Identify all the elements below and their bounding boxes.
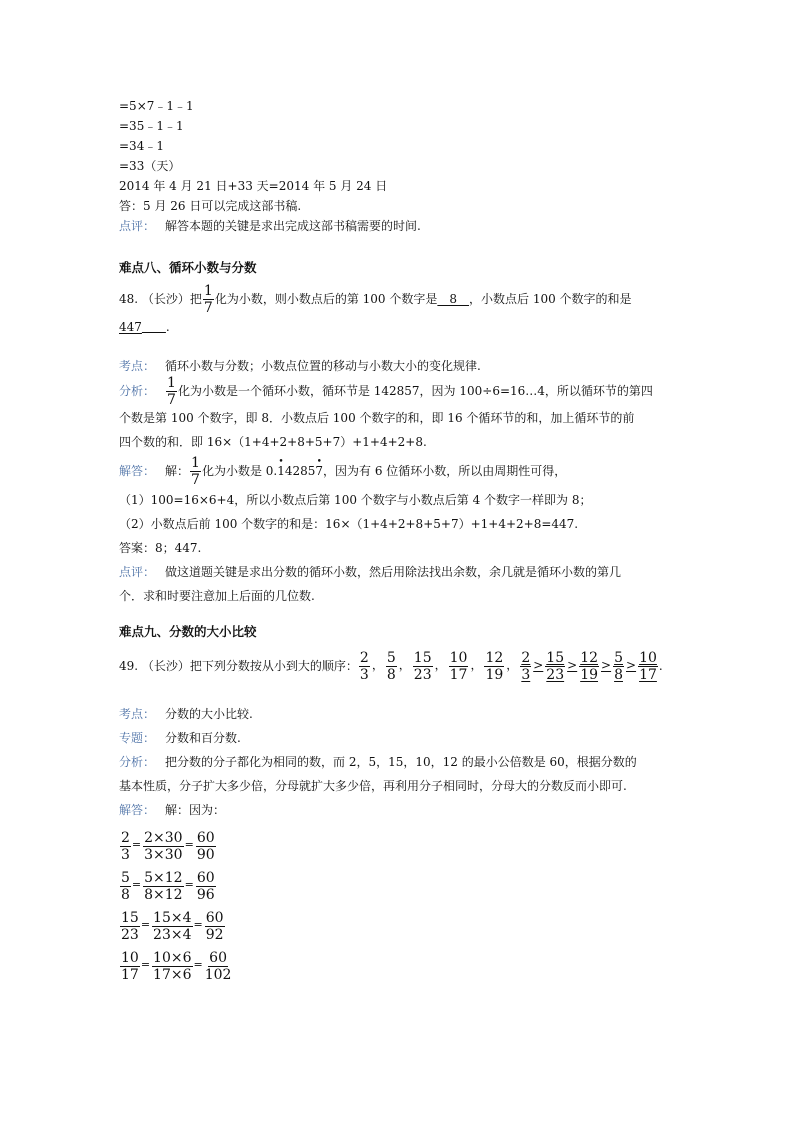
- equals-sign: =: [184, 837, 194, 851]
- question-text: 化为小数，则小数点后的第 100 个数字是: [214, 292, 438, 306]
- kaodian-label: 考点：: [119, 707, 156, 721]
- equals-sign: =: [184, 877, 194, 891]
- equals-sign: =: [140, 917, 151, 931]
- calc-line: =34﹣1: [119, 139, 164, 153]
- step-line: （1）100=16×6+4，所以小数点后第 100 个数字与小数点后第 4 个数字一样即为 8；: [119, 493, 592, 507]
- fenxi-label: 分析：: [119, 755, 156, 769]
- answer-blank-1: 8: [437, 292, 470, 306]
- jieda-line: [119, 798, 679, 822]
- fraction-list: [358, 647, 519, 687]
- fenxi-line: 四个数的和．即 16×（1+4+2+8+5+7）+1+4+2+8.: [119, 435, 427, 449]
- question-48: [119, 284, 679, 314]
- kaodian-line: [119, 356, 679, 376]
- comma: ，: [506, 657, 519, 672]
- fraction: $\frac{2}{3}$: [121, 829, 130, 863]
- fraction: $\frac{5}{8}$: [121, 869, 130, 903]
- comma: ，: [434, 657, 447, 672]
- fraction: $\frac{10}{17}$: [121, 949, 139, 983]
- calc-line: 2014 年 4 月 21 日+33 天=2014 年 5 月 24 日: [119, 179, 388, 193]
- greater-than-sign: >: [533, 657, 544, 672]
- remark-label: 点评：: [119, 565, 156, 579]
- fraction: $\frac{15}{23}$: [413, 650, 432, 683]
- document-page: [119, 96, 679, 986]
- kaodian-text: 循环小数与分数；小数点位置的移动与小数大小的变化规律.: [165, 359, 481, 373]
- equation-row: [119, 906, 679, 946]
- greater-than-sign: >: [567, 657, 578, 672]
- fraction: $\frac{15\times 4}{23\times 4}$: [153, 909, 192, 943]
- fraction: $\frac{2}{3}$: [359, 650, 369, 683]
- remark-label: 点评：: [119, 219, 156, 233]
- equals-sign: =: [193, 957, 203, 971]
- comma: ，: [398, 657, 411, 672]
- fenxi-line: 基本性质，分子扩大多少倍，分母就扩大多少倍，再利用分子相同时，分母大的分数反而小即可.: [119, 779, 627, 793]
- fenxi-text: 把分数的分子都化为相同的数，而 2，5，15，10，12 的最小公倍数是 60，根据分数的: [165, 755, 637, 769]
- question-48-cont: 447 .: [119, 320, 170, 334]
- step-line: （2）小数点后前 100 个数字的和是：16×（1+4+2+8+5+7）+1+4+2+8=447.: [119, 517, 579, 531]
- fraction: $\frac{10}{17}$: [639, 650, 657, 683]
- fraction: $\frac{15}{23}$: [121, 909, 139, 943]
- fraction: $\frac{60}{102}$: [204, 949, 232, 983]
- equation-list: [119, 826, 679, 986]
- fraction: $\frac{15}{23}$: [546, 650, 565, 683]
- fraction: $\frac{60}{96}$: [196, 869, 215, 903]
- jieda-text: 解：: [165, 464, 190, 478]
- jieda-text: ，因为有 6 位循环小数，所以由周期性可得，: [323, 464, 567, 478]
- fraction: $\frac{1}{7}$: [191, 455, 200, 488]
- answer-blank-2: 447: [119, 320, 142, 334]
- answer-line: 答：5 月 26 日可以完成这部书稿.: [119, 199, 302, 213]
- fraction: $\frac{10\times 6}{17\times 6}$: [153, 949, 192, 983]
- fenxi-label: 分析：: [119, 384, 156, 398]
- question-prefix: 48. （长沙）把: [119, 292, 202, 306]
- kaodian-line: [119, 702, 679, 726]
- comma: ，: [470, 657, 483, 672]
- repeating-digit-start: • 1: [277, 454, 285, 488]
- equation-row: [119, 946, 679, 986]
- equals-sign: =: [140, 957, 151, 971]
- remark-line: 个．求和时要注意加上后面的几位数.: [119, 589, 315, 603]
- jieda-label: 解答：: [119, 464, 156, 478]
- calc-line: =33（天）: [119, 159, 181, 173]
- remark-text: 做这道题关键是求出分数的循环小数，然后用除法找出余数，余几就是循环小数的第几: [165, 565, 622, 579]
- greater-than-sign: >: [601, 657, 612, 672]
- jieda-line: [119, 454, 679, 488]
- calc-line: =35﹣1﹣1: [119, 119, 184, 133]
- question-49: 49. （长沙）把下列分数按从小到大的顺序： $\frac{2}{3}$ ， $\frac{5}{8}$ ， $\frac{15}{23}$ ， $\frac{10}{17}$ ， $\frac{12}{19}$ ， $\frac{2}{3}$ > $\frac{15}{23}$ > $\frac{12}{19}$ > $\frac{5}{8}$ > $\frac{10}{17}$ .: [119, 646, 679, 686]
- section-heading-8: 难点八、循环小数与分数: [119, 260, 257, 275]
- question-prefix: 49. （长沙）把下列分数按从小到大的顺序：: [119, 659, 358, 673]
- fraction: $\frac{12}{19}$: [485, 650, 504, 683]
- repeating-digit-end: • 7: [315, 454, 323, 488]
- fraction: $\frac{2\times 30}{3\times 30}$: [144, 829, 183, 863]
- zhuanti-line: [119, 726, 679, 750]
- kaodian-label: 考点：: [119, 359, 156, 373]
- jieda-label: 解答：: [119, 803, 156, 817]
- fraction: $\frac{5}{8}$: [614, 650, 623, 683]
- comma: ，: [371, 657, 384, 672]
- fraction: $\frac{12}{19}$: [580, 650, 599, 683]
- answer-line: 答案：8；447.: [119, 541, 202, 555]
- equals-sign: =: [131, 837, 142, 851]
- repeating-digits: 4285: [284, 464, 316, 478]
- zhuanti-label: 专题：: [119, 731, 156, 745]
- equals-sign: =: [131, 877, 142, 891]
- fraction: $\frac{5\times 12}{8\times 12}$: [144, 869, 183, 903]
- fenxi-line: [119, 376, 679, 406]
- calc-line: =5×7﹣1﹣1: [119, 99, 194, 113]
- equals-sign: =: [193, 917, 203, 931]
- decimal-prefix: 化为小数是 0.: [201, 464, 278, 478]
- equation-row: [119, 866, 679, 906]
- fraction: $\frac{60}{90}$: [196, 829, 215, 863]
- jieda-text: 解：因为：: [165, 803, 226, 817]
- answer-order: [519, 647, 659, 687]
- remark-line: [119, 560, 679, 584]
- kaodian-text: 分数的大小比较.: [165, 707, 253, 721]
- fraction: $\frac{10}{17}$: [449, 650, 468, 683]
- zhuanti-text: 分数和百分数.: [165, 731, 241, 745]
- fraction: $\frac{5}{8}$: [386, 650, 396, 683]
- equation-row: [119, 826, 679, 866]
- fraction: $\frac{1}{7}$: [167, 375, 176, 408]
- question-text: ，小数点后 100 个数字的和是: [469, 292, 632, 306]
- fraction: $\frac{1}{7}$: [203, 283, 213, 316]
- fenxi-line: 个数是第 100 个数字，即 8．小数点后 100 个数字的和，即 16 个循环节的和，加上循环节的前: [119, 411, 635, 425]
- fraction: $\frac{60}{92}$: [205, 909, 224, 943]
- fenxi-text: 化为小数是一个循环小数，循环节是 142857，因为 100÷6=16…4，所以循环节的第四: [177, 384, 653, 398]
- fenxi-line: [119, 750, 679, 774]
- section-heading-9: 难点九、分数的大小比较: [119, 624, 257, 639]
- fraction: $\frac{2}{3}$: [521, 650, 531, 683]
- greater-than-sign: >: [626, 657, 637, 672]
- remark-line: [119, 216, 679, 236]
- remark-text: 解答本题的关键是求出完成这部书稿需要的时间.: [165, 219, 421, 233]
